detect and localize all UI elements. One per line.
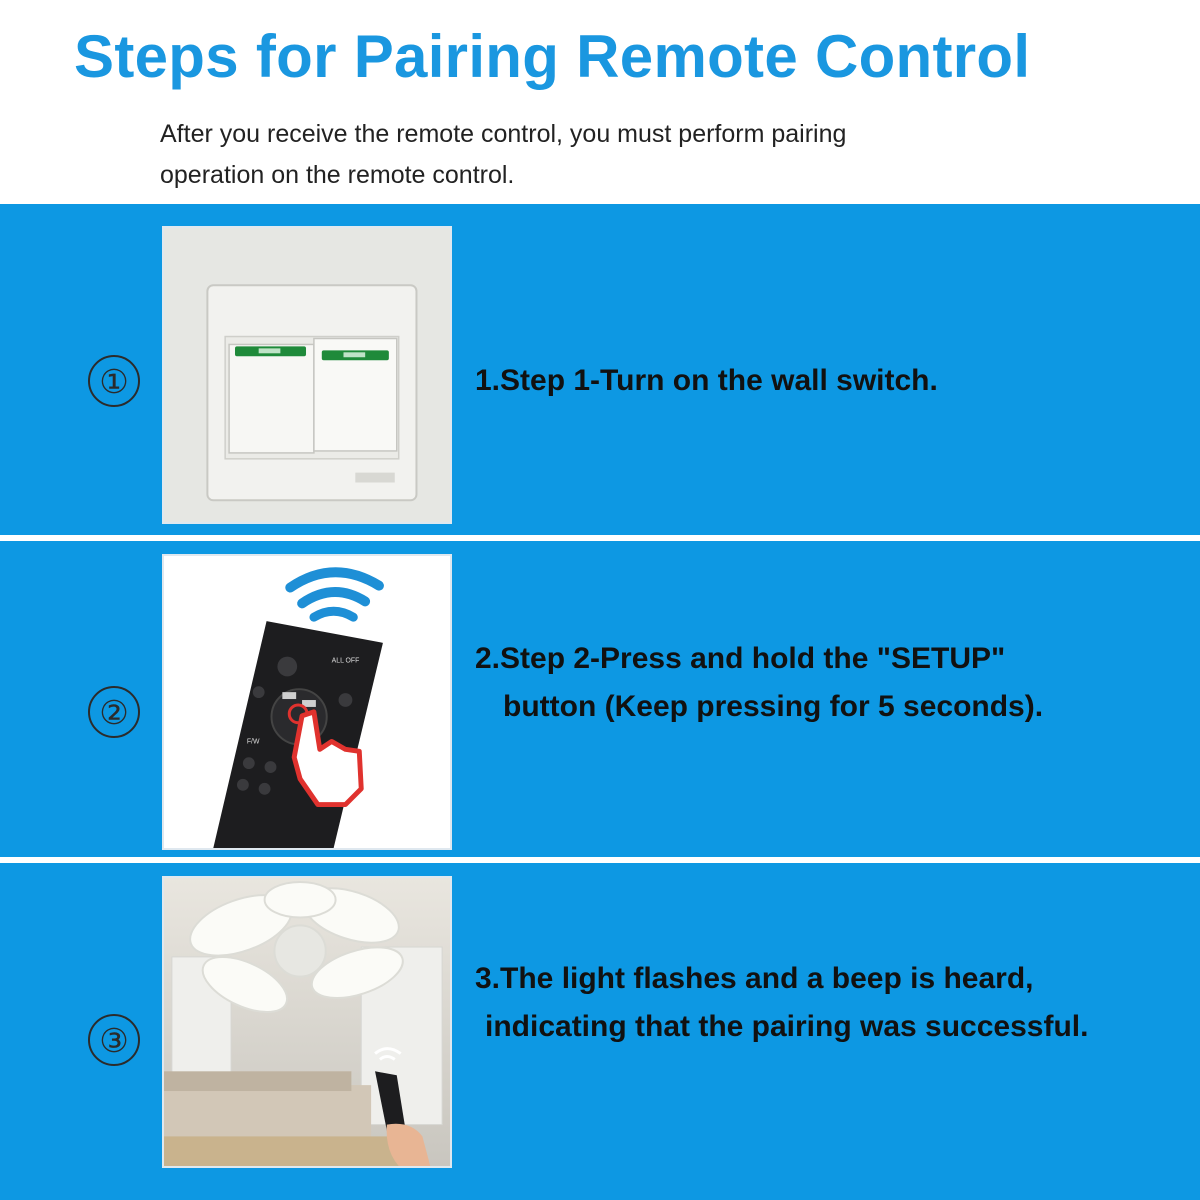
- intro-line-1: After you receive the remote control, you must perform pairing: [160, 120, 847, 148]
- wall-switch-photo: [162, 226, 452, 524]
- step-2-text: [475, 635, 1195, 731]
- remote-fw-label: F/W: [246, 738, 260, 746]
- step-1-text: [475, 357, 1195, 405]
- ceiling-fan-light-photo: [162, 876, 452, 1168]
- step-1-number: ①: [88, 355, 140, 407]
- step-3-text: [475, 955, 1195, 1051]
- page-title: Steps for Pairing Remote Control: [74, 23, 1031, 90]
- remote-press-photo: [162, 554, 452, 850]
- step-2-line-2: button (Keep pressing for 5 seconds).: [503, 690, 1044, 723]
- header: [0, 0, 1200, 204]
- intro-text: [160, 114, 1060, 196]
- step-1-line-1: 1.Step 1-Turn on the wall switch.: [475, 364, 938, 397]
- intro-line-2: operation on the remote control.: [160, 161, 515, 189]
- wall-switch-icon: [164, 228, 450, 522]
- step-3-line-1: 3.The light flashes and a beep is heard,: [475, 962, 1034, 995]
- step-2-line-1: 2.Step 2-Press and hold the "SETUP": [475, 642, 1006, 675]
- step-3-number: ③: [88, 1014, 140, 1066]
- step-3-line-2: indicating that the pairing was successful.: [485, 1010, 1089, 1043]
- remote-all-off-label: ALL OFF: [331, 657, 360, 665]
- step-2-number: ②: [88, 686, 140, 738]
